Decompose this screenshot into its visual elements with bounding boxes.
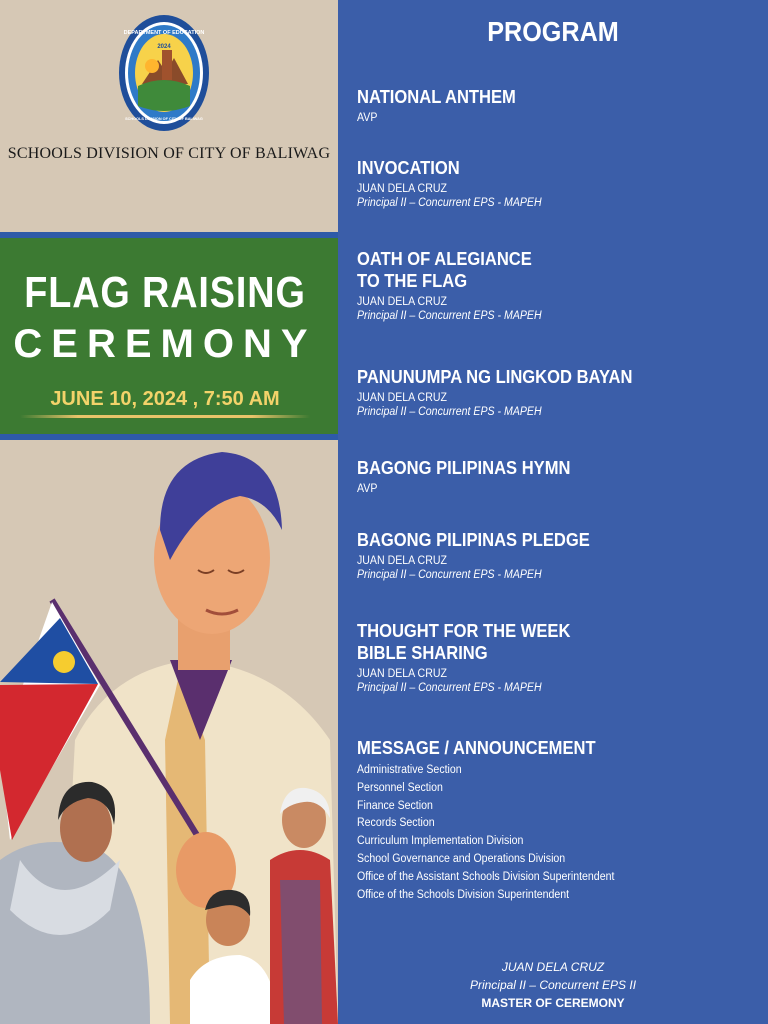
program-item	[357, 529, 757, 582]
item-heading: INVOCATION	[357, 158, 460, 178]
program-title: PROGRAM	[487, 16, 619, 47]
item-presenter: AVP	[357, 112, 378, 124]
mc-role: Principal II – Concurrent EPS II	[469, 978, 637, 992]
item-role: Principal II – Concurrent EPS - MAPEH	[357, 682, 542, 694]
program-item	[357, 366, 757, 419]
item-presenter: JUAN DELA CRUZ	[357, 555, 447, 567]
item-heading: THOUGHT FOR THE WEEK	[357, 621, 571, 641]
ceremony-date: JUNE 10, 2024 , 7:50 AM	[50, 388, 280, 410]
item-presenter: AVP	[357, 483, 378, 495]
item-role: Principal II – Concurrent EPS - MAPEH	[357, 569, 542, 581]
section-entry: Records Section	[357, 817, 435, 830]
section-entry: Personnel Section	[357, 781, 443, 794]
item-presenter: JUAN DELA CRUZ	[357, 392, 447, 404]
left-panel	[0, 0, 338, 1024]
master-of-ceremony	[338, 958, 768, 1012]
item-heading: MESSAGE / ANNOUNCEMENT	[357, 738, 596, 758]
item-role: Principal II – Concurrent EPS - MAPEH	[357, 310, 542, 322]
ceremony-banner	[0, 232, 338, 440]
mc-title: MASTER OF CEREMONY	[481, 996, 625, 1010]
section-entry: Administrative Section	[357, 764, 462, 776]
item-heading-line2: BIBLE SHARING	[357, 643, 488, 663]
item-presenter: JUAN DELA CRUZ	[357, 296, 447, 308]
svg-text:SCHOOLS DIVISION OF CITY OF BA: SCHOOLS DIVISION OF CITY OF BALIWAG	[125, 117, 203, 121]
program-item	[357, 248, 757, 323]
item-heading: BAGONG PILIPINAS PLEDGE	[357, 530, 590, 550]
item-heading: BAGONG PILIPINAS HYMN	[357, 458, 571, 478]
program-item	[357, 737, 757, 904]
item-presenter: JUAN DELA CRUZ	[357, 668, 447, 680]
program-item	[357, 620, 757, 695]
banner-title-line2: CEREMONY	[13, 322, 317, 366]
item-role: Principal II – Concurrent EPS - MAPEH	[357, 406, 542, 418]
item-heading: NATIONAL ANTHEM	[357, 87, 516, 107]
section-entry: Finance Section	[357, 799, 433, 812]
section-entry: Office of the Assistant Schools Division Superintendent	[357, 870, 615, 883]
mc-name: JUAN DELA CRUZ	[501, 960, 605, 974]
svg-text:DEPARTMENT OF EDUCATION: DEPARTMENT OF EDUCATION	[123, 30, 205, 36]
division-name: SCHOOLS DIVISION OF CITY OF BALIWAG	[7, 145, 331, 162]
flag-sun-icon	[53, 651, 75, 673]
svg-text:2024: 2024	[157, 44, 171, 50]
section-entry: Office of the Schools Division Superintendent	[357, 888, 570, 901]
deped-seal-logo	[118, 14, 210, 132]
announcement-sections	[357, 762, 757, 904]
date-underline	[20, 415, 310, 418]
item-presenter: JUAN DELA CRUZ	[357, 183, 447, 195]
program-panel	[338, 0, 768, 1024]
section-entry: Curriculum Implementation Division	[357, 835, 524, 848]
banner-title-line1: FLAG RAISING	[24, 268, 306, 317]
item-heading: OATH OF ALEGIANCE	[357, 249, 532, 269]
program-item	[357, 457, 757, 496]
item-heading: PANUNUMPA NG LINGKOD BAYAN	[357, 367, 633, 387]
item-role: Principal II – Concurrent EPS - MAPEH	[357, 197, 542, 209]
section-entry: School Governance and Operations Division	[357, 852, 566, 865]
program-item	[357, 86, 757, 125]
program-item	[357, 157, 757, 210]
item-heading-line2: TO THE FLAG	[357, 271, 468, 291]
filipino-people-illustration	[0, 440, 338, 1024]
